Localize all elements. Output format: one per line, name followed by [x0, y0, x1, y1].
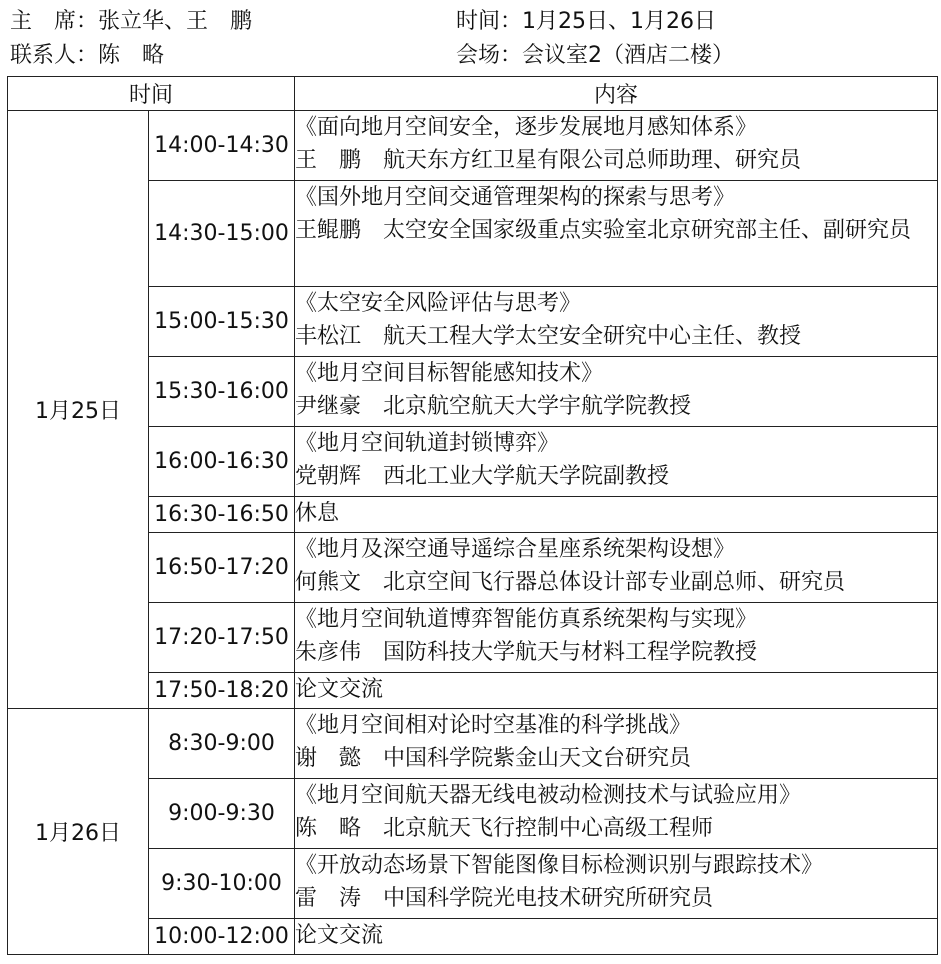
session-content [295, 533, 938, 603]
schedule-table [7, 76, 938, 955]
session-title: 《太空安全风险评估与思考》 [295, 291, 582, 316]
session-title: 休息 [295, 501, 340, 526]
table-header-row [8, 77, 938, 111]
session-speaker: 陈 略 北京航天飞行控制中心高级工程师 [295, 816, 714, 841]
session-content [295, 287, 938, 357]
session-speaker: 何熊文 北京空间飞行器总体设计部专业副总师、研究员 [295, 570, 846, 595]
session-time: 17:20-17:50 [149, 603, 295, 673]
day-cell: 1月25日 [8, 111, 149, 709]
session-title: 《面向地月空间安全，逐步发展地月感知体系》 [295, 115, 758, 140]
session-content [295, 849, 938, 919]
table-row [8, 709, 938, 779]
session-content [295, 111, 938, 181]
session-content [295, 709, 938, 779]
session-content [295, 603, 938, 673]
venue-line: 会场：会议室2（酒店二楼） [456, 43, 734, 68]
schedule-header [0, 0, 941, 76]
session-speaker: 雷 涛 中国科学院光电技术研究所研究员 [295, 886, 714, 911]
session-content [295, 673, 938, 709]
session-time: 16:50-17:20 [149, 533, 295, 603]
session-time: 15:30-16:00 [149, 357, 295, 427]
session-title: 《地月空间目标智能感知技术》 [295, 361, 604, 386]
chair-line: 主 席：张立华、王 鹏 [10, 9, 253, 34]
session-time: 17:50-18:20 [149, 673, 295, 709]
session-title: 《地月空间航天器无线电被动检测技术与试验应用》 [295, 783, 802, 808]
session-time: 14:30-15:00 [149, 181, 295, 287]
session-speaker: 王鲲鹏 太空安全国家级重点实验室北京研究部主任、副研究员 [295, 218, 912, 243]
session-speaker: 王 鹏 航天东方红卫星有限公司总师助理、研究员 [295, 148, 802, 173]
session-speaker: 丰松江 航天工程大学太空安全研究中心主任、教授 [295, 324, 802, 349]
schedule-body [8, 111, 938, 955]
session-title: 论文交流 [295, 923, 384, 948]
session-time: 9:30-10:00 [149, 849, 295, 919]
session-content [295, 181, 938, 287]
session-title: 《地月及深空通导遥综合星座系统架构设想》 [295, 537, 736, 562]
time-column-header: 时间 [8, 77, 295, 111]
session-time: 8:30-9:00 [149, 709, 295, 779]
session-content [295, 427, 938, 497]
session-title: 《地月空间轨道博弈智能仿真系统架构与实现》 [295, 607, 758, 632]
session-speaker: 谢 懿 中国科学院紫金山天文台研究员 [295, 746, 692, 771]
session-content [295, 497, 938, 533]
session-time: 14:00-14:30 [149, 111, 295, 181]
session-content [295, 919, 938, 955]
session-time: 16:00-16:30 [149, 427, 295, 497]
day-cell: 1月26日 [8, 709, 149, 955]
session-title: 《地月空间相对论时空基准的科学挑战》 [295, 713, 692, 738]
session-speaker: 朱彦伟 国防科技大学航天与材料工程学院教授 [295, 640, 758, 665]
session-time: 16:30-16:50 [149, 497, 295, 533]
session-speaker: 党朝辉 西北工业大学航天学院副教授 [295, 464, 670, 489]
contact-line: 联系人：陈 略 [10, 43, 165, 68]
session-content [295, 779, 938, 849]
session-time: 9:00-9:30 [149, 779, 295, 849]
table-row [8, 111, 938, 181]
session-title: 《国外地月空间交通管理架构的探索与思考》 [295, 185, 736, 210]
session-time: 15:00-15:30 [149, 287, 295, 357]
session-content [295, 357, 938, 427]
session-time: 10:00-12:00 [149, 919, 295, 955]
session-speaker: 尹继豪 北京航空航天大学宇航学院教授 [295, 394, 692, 419]
session-title: 《开放动态场景下智能图像目标检测识别与跟踪技术》 [295, 853, 824, 878]
session-title: 论文交流 [295, 677, 384, 702]
time-line: 时间：1月25日、1月26日 [456, 9, 716, 34]
content-column-header: 内容 [295, 77, 938, 111]
session-title: 《地月空间轨道封锁博弈》 [295, 431, 560, 456]
